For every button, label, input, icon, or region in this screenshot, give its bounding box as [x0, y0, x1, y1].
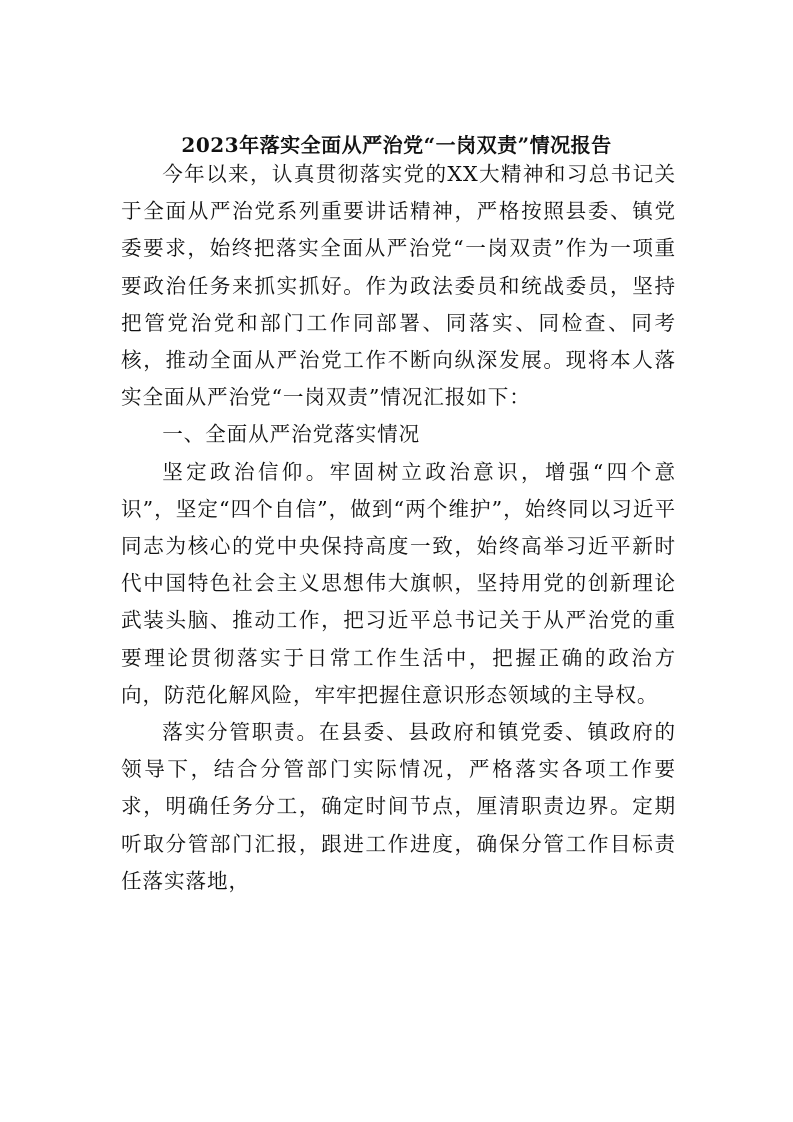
intro-paragraph: 今年以来，认真贯彻落实党的XX大精神和习总书记关于全面从严治党系列重要讲话精神，严格按照县委、镇党委要求，始终把落实全面从严治党“一岗双责”作为一项重要政治任务来抓实抓好。作为政法委员和统战委员，坚持把管党治党和部门工作同部署、同落实、同检查、同考核，推动全面从严治党工作不断向纵深发展。现将本人落实全面从严治党“一岗双责”情况汇报如下： — [121, 162, 676, 410]
duty-implementation-paragraph: 落实分管职责。在县委、县政府和镇党委、镇政府的领导下，结合分管部门实际情况，严格落实各项工作要求，明确任务分工，确定时间节点，厘清职责边界。定期听取分管部门汇报，跟进工作进度，确保分管工作目标责任落实落地， — [121, 720, 676, 893]
document-body — [121, 156, 676, 900]
section-heading: 一、全面从严治党落实情况 — [162, 422, 421, 447]
document-title: 2023年落实全面从严治党“一岗双责”情况报告 — [181, 133, 612, 157]
political-belief-paragraph: 坚定政治信仰。牢固树立政治意识，增强“四个意识”，坚定“四个自信”，做到“两个维护”，始终同以习近平同志为核心的党中央保持高度一致，始终高举习近平新时代中国特色社会主义思想伟大旗帜，坚持用党的创新理论武装头脑、推动工作，把习近平总书记关于从严治党的重要理论贯彻落实于日常工作生活中，把握正确的政治方向，防范化解风险，牢牢把握住意识形态领域的主导权。 — [121, 459, 676, 707]
